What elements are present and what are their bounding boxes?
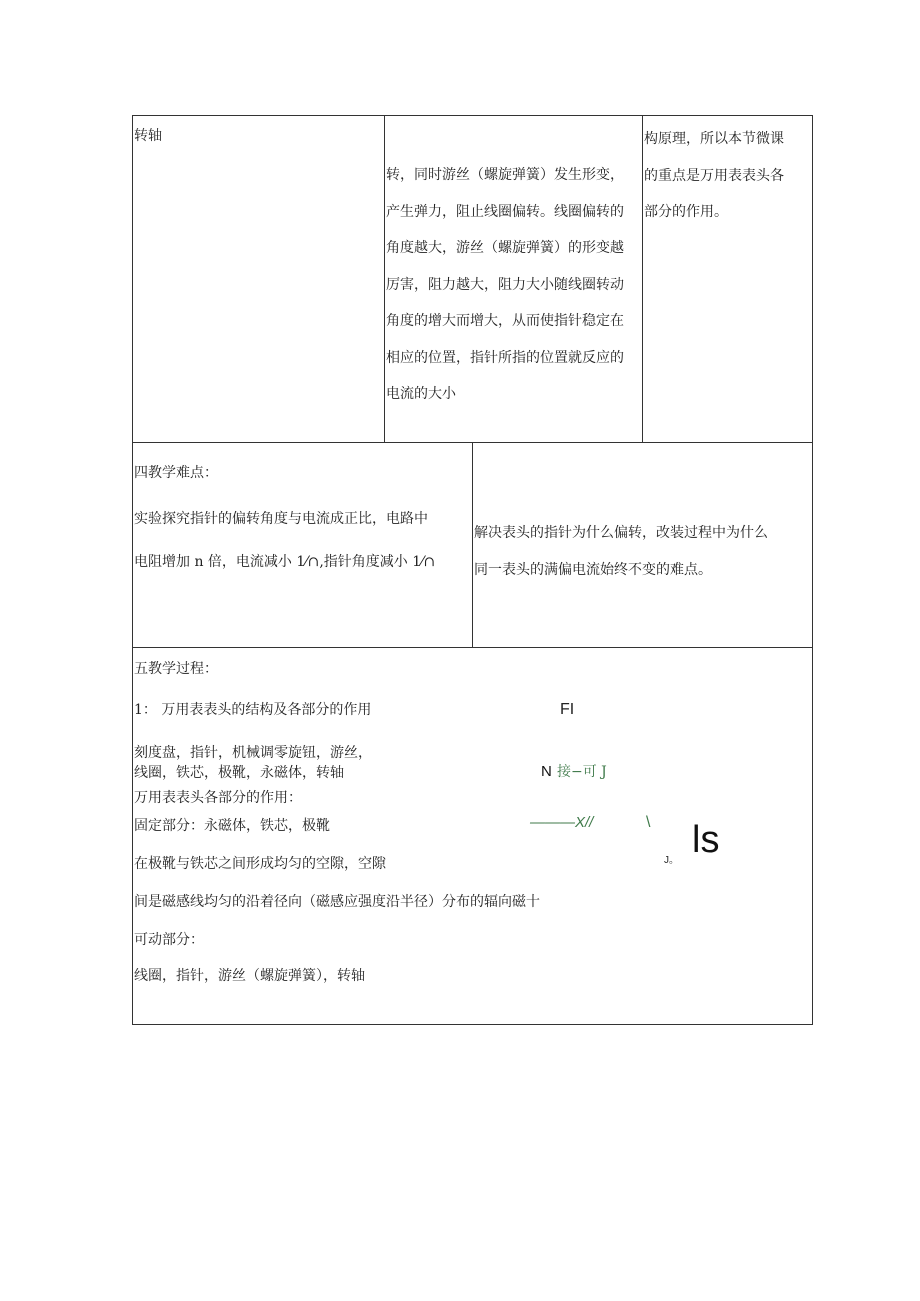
row1-right-line: 构原理，所以本节微课 xyxy=(644,131,784,147)
process-item-1: 1： 万用表表头的结构及各部分的作用 xyxy=(134,702,372,718)
field-line: 间是磁感线均匀的沿着径向（磁感应强度沿半径）分布的辐向磁十 xyxy=(134,894,540,910)
row1-right-cell xyxy=(644,121,812,231)
function-title: 万用表表头各部分的作用： xyxy=(134,790,302,806)
row1-divider-right xyxy=(642,115,643,443)
fixed-part-line: 固定部分：永磁体，铁芯，极靴 xyxy=(134,818,330,834)
row1-middle-line: 角度的增大而增大，从而使指针稳定在 xyxy=(386,313,624,329)
figure-label-dash: ———X// xyxy=(530,814,594,831)
row1-middle-line: 转，同时游丝（螺旋弹簧）发生形变， xyxy=(386,167,624,183)
row1-middle-line: 相应的位置，指针所指的位置就反应的 xyxy=(386,349,624,366)
row1-left-cell: 转轴 xyxy=(134,128,162,144)
row1-middle-line: 电流的大小 xyxy=(386,386,456,402)
figure-label-n: N xyxy=(541,763,552,780)
figure-label-fi: FI xyxy=(560,701,575,718)
row1-right-line: 部分的作用。 xyxy=(644,204,728,220)
difficulty-right-line: 解决表头的指针为什么偏转，改装过程中为什么 xyxy=(474,525,768,541)
teaching-process-title: 五教学过程： xyxy=(134,661,218,677)
row1-middle-line: 厉害，阻力越大，阻力大小随线圈转动 xyxy=(386,276,624,293)
figure-label-j: J。 xyxy=(664,855,679,866)
figure-label-bar: \ xyxy=(646,814,651,831)
difficulty-left-line: 电阻增加 n 倍，电流减小 1⁄∩,指针角度减小 1⁄∩ xyxy=(134,554,436,570)
row1-middle-cell xyxy=(386,157,642,413)
difficulty-right-line: 同一表头的满偏电流始终不变的难点。 xyxy=(474,562,712,578)
gap-line: 在极靴与铁芯之间形成均匀的空隙，空隙 xyxy=(134,856,386,872)
row1-divider-left xyxy=(384,115,385,443)
movable-parts-line: 线圈，指针，游丝（螺旋弹簧），转轴 xyxy=(134,968,365,984)
figure-label-ls: ls xyxy=(692,819,720,861)
figure-label-connect: 接−可 J xyxy=(557,764,607,780)
row1-right-line: 的重点是万用表表头各 xyxy=(644,167,784,184)
row1-middle-line: 产生弹力，阻止线圈偏转。线圈偏转的 xyxy=(386,203,624,220)
row1-middle-line: 角度越大，游丝（螺旋弹簧）的形变越 xyxy=(386,240,624,256)
teaching-difficulty-title: 四教学难点： xyxy=(134,465,218,481)
row-separator-2 xyxy=(132,647,813,648)
parts-line: 刻度盘，指针，机械调零旋钮，游丝， xyxy=(134,745,372,761)
parts-line: 线圈，铁芯，极靴，永磁体，转轴 xyxy=(134,765,344,781)
row2-divider xyxy=(472,442,473,648)
movable-title: 可动部分： xyxy=(134,932,204,948)
difficulty-left-line: 实验探究指针的偏转角度与电流成正比，电路中 xyxy=(134,511,428,527)
